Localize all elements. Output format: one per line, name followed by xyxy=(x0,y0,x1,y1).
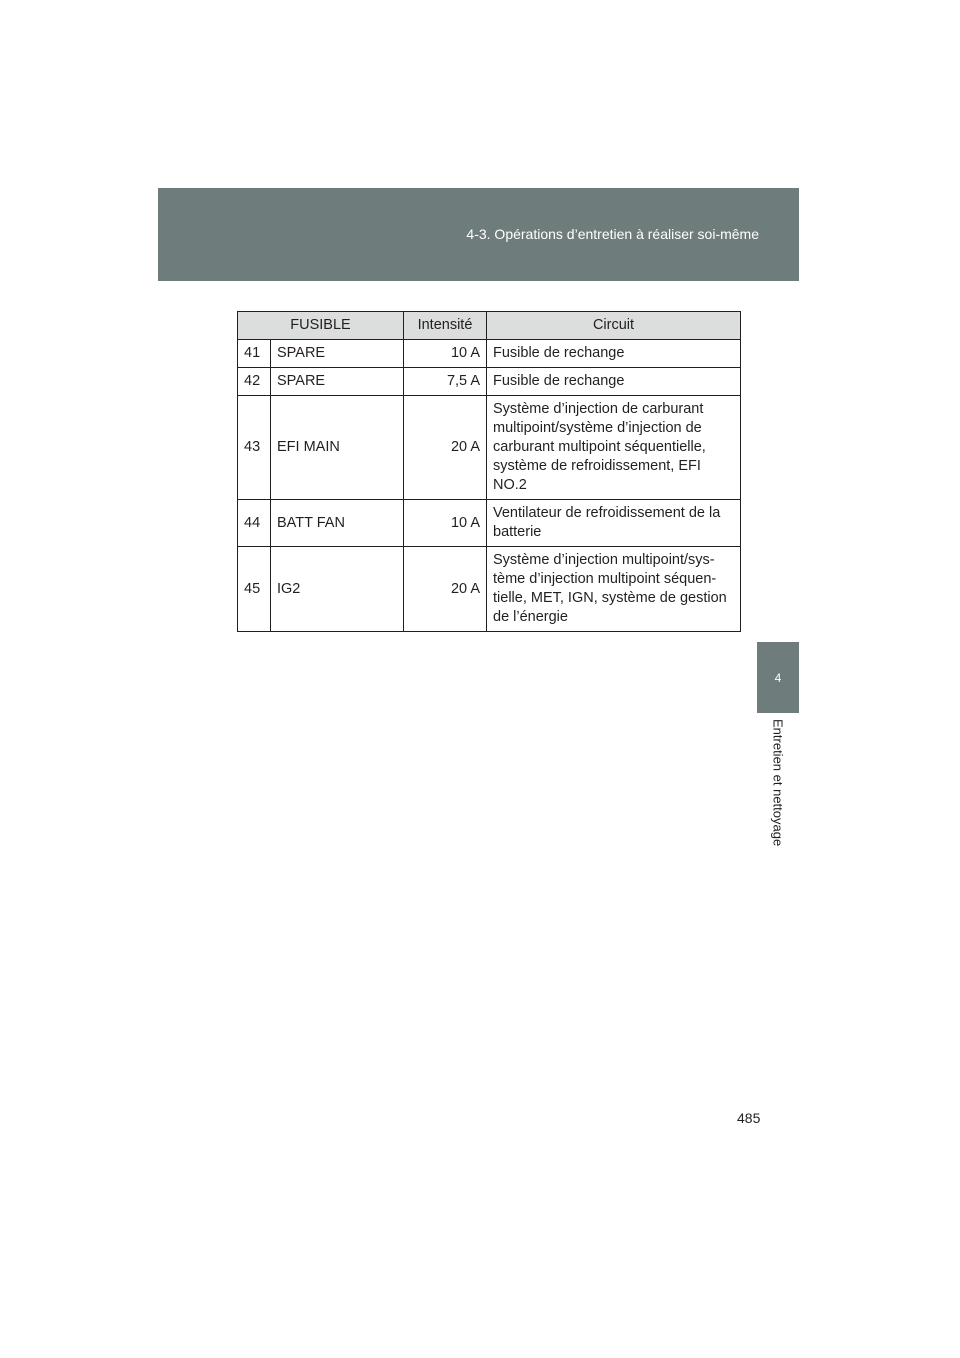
table-row xyxy=(238,340,741,368)
table-header-row xyxy=(238,312,741,340)
column-header-circuit: Circuit xyxy=(487,312,741,340)
chapter-tab-label-text: Entretien et nettoyage xyxy=(770,719,786,847)
fuse-amperage: 20 A xyxy=(404,547,487,632)
fuse-circuit: Fusible de rechange xyxy=(487,340,741,368)
fuse-circuit: Fusible de rechange xyxy=(487,368,741,396)
chapter-tab-label xyxy=(757,713,799,878)
page-number: 485 xyxy=(737,1110,761,1126)
fuse-name: BATT FAN xyxy=(271,500,404,547)
fuse-number: 42 xyxy=(238,368,271,396)
table-row xyxy=(238,368,741,396)
fuse-number: 43 xyxy=(238,396,271,500)
fuse-amperage: 10 A xyxy=(404,500,487,547)
chapter-tab-number[interactable]: 4 xyxy=(757,642,799,713)
column-header-fusible: FUSIBLE xyxy=(238,312,404,340)
fuse-amperage: 20 A xyxy=(404,396,487,500)
fuse-amperage: 7,5 A xyxy=(404,368,487,396)
fuse-circuit: Ventilateur de refroidissement de la batterie xyxy=(487,500,741,547)
section-title: 4-3. Opérations d’entretien à réaliser soi-même xyxy=(466,226,759,242)
fuse-number: 41 xyxy=(238,340,271,368)
table-row xyxy=(238,396,741,500)
table-row xyxy=(238,547,741,632)
fuse-name: IG2 xyxy=(271,547,404,632)
fuse-circuit: Système d’injection de carburant multipoint/système d’injection de carburant multipoint séquentielle, système de refroidissement, EFI NO.2 xyxy=(487,396,741,500)
header-band xyxy=(158,188,799,281)
fuse-number: 45 xyxy=(238,547,271,632)
fuse-number: 44 xyxy=(238,500,271,547)
fuse-circuit: Système d’injection multipoint/sys-tème d’injection multipoint séquen-tielle, MET, IGN, système de gestion de l’énergie xyxy=(487,547,741,632)
fuse-name: EFI MAIN xyxy=(271,396,404,500)
fuse-table xyxy=(237,311,741,632)
fuse-name: SPARE xyxy=(271,340,404,368)
fuse-name: SPARE xyxy=(271,368,404,396)
fuse-amperage: 10 A xyxy=(404,340,487,368)
table-row xyxy=(238,500,741,547)
column-header-intensite: Intensité xyxy=(404,312,487,340)
